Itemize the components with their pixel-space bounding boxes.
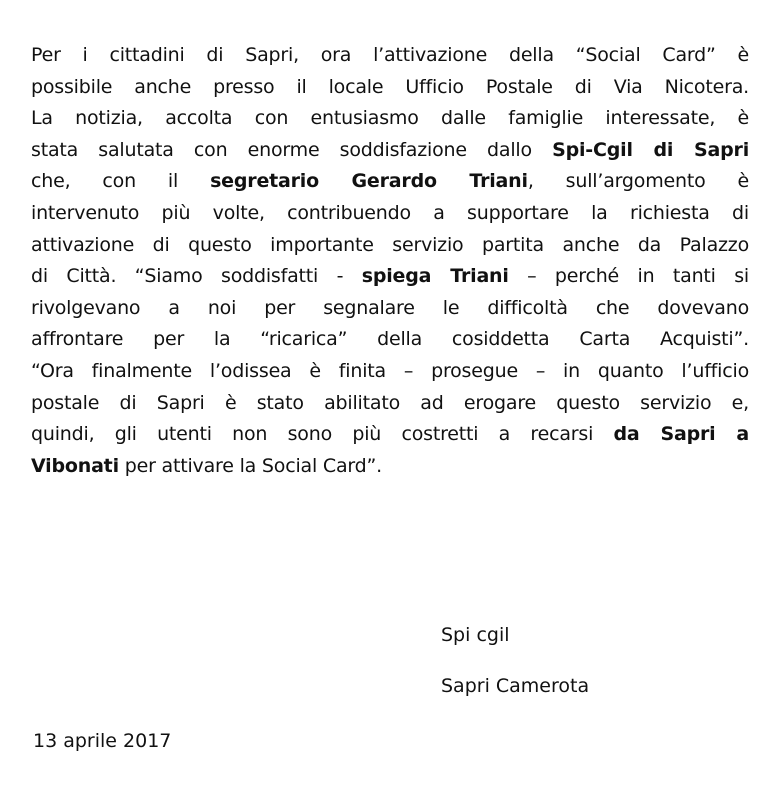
text-segment: intervenuto più volte, contribuendo a supportare la richiesta di bbox=[31, 202, 749, 224]
text-segment: – perché in tanti si bbox=[508, 265, 749, 288]
text-line bbox=[31, 230, 749, 260]
text-segment: Per i cittadini di Sapri, ora l’attivazione della “Social Card” è bbox=[31, 44, 749, 66]
text-segment: La notizia, accolta con entusiasmo dalle famiglie interessate, è bbox=[31, 107, 749, 130]
text-line bbox=[31, 40, 749, 70]
text-line bbox=[31, 72, 749, 102]
text-segment: possibile anche presso il locale Ufficio Postale di Via Nicotera. bbox=[31, 75, 749, 98]
bold-text-segment: Spi-Cgil di Sapri bbox=[552, 138, 750, 161]
text-line bbox=[31, 166, 749, 196]
text-segment: che, con il bbox=[31, 170, 211, 193]
signature-organization: Spi cgil bbox=[441, 624, 510, 646]
text-line bbox=[31, 388, 749, 418]
text-segment: affrontare per la “ricarica” della cosiddetta Carta Acquisti”. bbox=[31, 328, 749, 351]
text-line bbox=[31, 451, 749, 481]
text-segment: per attivare la Social Card”. bbox=[118, 454, 383, 477]
text-line bbox=[31, 356, 749, 386]
document-date: 13 aprile 2017 bbox=[33, 730, 172, 752]
text-segment: di Città. “Siamo soddisfatti - bbox=[31, 265, 362, 288]
text-line bbox=[31, 135, 749, 165]
bold-text-segment: segretario Gerardo Triani bbox=[210, 170, 528, 193]
bold-text-segment: Vibonati bbox=[31, 454, 119, 477]
text-line bbox=[31, 324, 749, 354]
text-segment: “Ora finalmente l’odissea è finita – prosegue – in quanto l’ufficio bbox=[31, 360, 749, 382]
text-segment: attivazione di questo importante servizio partita anche da Palazzo bbox=[31, 233, 749, 256]
bold-text-segment: da Sapri a bbox=[613, 423, 749, 446]
text-line bbox=[31, 103, 749, 133]
text-line bbox=[31, 293, 749, 323]
text-segment: , sull’argomento è bbox=[527, 170, 750, 193]
bold-text-segment: spiega Triani bbox=[361, 265, 509, 288]
text-segment: quindi, gli utenti non sono più costretti a recarsi bbox=[31, 423, 614, 446]
text-segment: stata salutata con enorme soddisfazione dallo bbox=[31, 138, 553, 161]
text-segment: rivolgevano a noi per segnalare le difficoltà che dovevano bbox=[31, 296, 749, 319]
text-line bbox=[31, 198, 749, 228]
text-line bbox=[31, 261, 749, 291]
text-segment: postale di Sapri è stato abilitato ad erogare questo servizio e, bbox=[31, 391, 749, 414]
text-line bbox=[31, 419, 749, 449]
signature-location: Sapri Camerota bbox=[441, 675, 590, 697]
